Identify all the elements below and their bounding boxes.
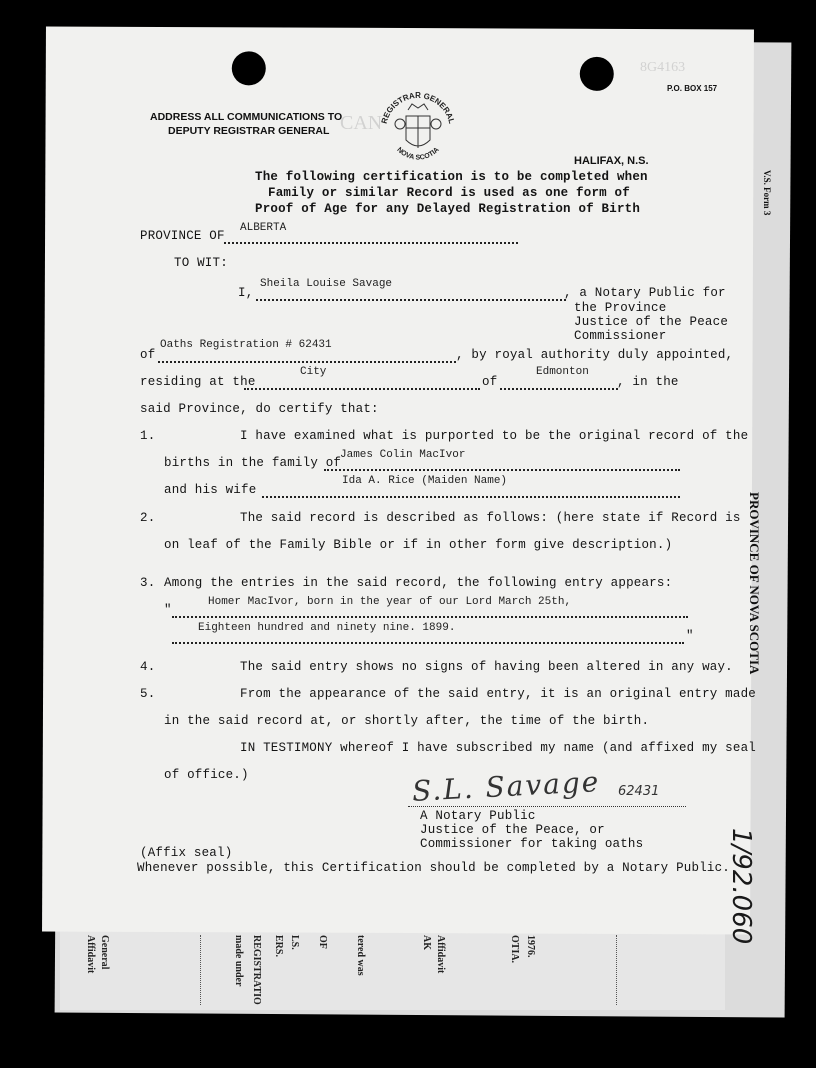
item-5-continued: in the said record at, or shortly after, the time of the birth.	[164, 714, 650, 728]
father-dotline	[324, 469, 680, 471]
authority-text: , by royal authority duly appointed,	[456, 348, 734, 362]
of-label: of	[140, 348, 156, 362]
item-3-text: Among the entries in the said record, the following entry appears:	[164, 576, 673, 590]
province-label: PROVINCE OF	[140, 229, 225, 243]
intro-line-1: The following certification is to be completed when	[255, 170, 648, 184]
strip-col-4: REGISTRATIO	[251, 935, 262, 1005]
city-header: HALIFAX, N.S.	[574, 155, 649, 167]
notary-title-1: , a Notary Public for	[564, 286, 726, 300]
strip-col-9: AK	[421, 935, 432, 950]
item-5-text: From the appearance of the said entry, it is an original entry made	[240, 687, 756, 701]
strip-col-12: 1976.	[525, 935, 536, 958]
back-sheet-strip	[60, 930, 725, 1010]
item-2-text: The said record is described as follows: (here state if Record is	[240, 511, 741, 525]
intro-line-2: Family or similar Record is used as one form of	[268, 186, 630, 200]
notary-title-3: Justice of the Peace	[574, 315, 729, 329]
in-the-text: , in the	[617, 375, 679, 389]
ghost-text: CAN	[340, 112, 383, 134]
intro-line-3: Proof of Age for any Delayed Registration of Birth	[255, 202, 641, 216]
item-3-number: 3.	[140, 576, 156, 590]
item-4-number: 4.	[140, 660, 156, 674]
item-2-continued: on leaf of the Family Bible or if in other form give description.)	[164, 538, 673, 552]
notary-name-dotline	[256, 299, 566, 301]
signature-role-1: A Notary Public	[420, 809, 536, 823]
seal-bottom-text: NOVA SCOTIA	[395, 146, 441, 162]
strip-divider-2	[616, 935, 617, 1005]
notary-title-2: the Province	[574, 301, 667, 315]
signature-number: 62431	[618, 784, 660, 799]
to-wit: TO WIT:	[174, 256, 228, 270]
oaths-registration: Oaths Registration # 62431	[160, 339, 332, 351]
form-number: V.S. Form 3	[762, 170, 772, 216]
province-dotline	[224, 242, 518, 244]
affix-seal: (Affix seal)	[140, 846, 233, 860]
mother-dotline	[262, 496, 680, 498]
births-label: births in the family of	[164, 456, 342, 470]
entry-dotline-1	[172, 616, 688, 618]
province-value: ALBERTA	[240, 222, 287, 234]
footer-note: Whenever possible, this Certification should be completed by a Notary Public.	[137, 861, 730, 875]
residence-type-dotline	[244, 388, 480, 390]
signature-role-3: Commissioner for taking oaths	[420, 837, 644, 851]
item-2-number: 2.	[140, 511, 156, 525]
close-quote: "	[686, 629, 694, 643]
wife-label: and his wife	[164, 483, 257, 497]
signature-line	[408, 806, 686, 807]
notary-title-4: Commissioner	[574, 329, 667, 343]
registrar-seal	[376, 82, 460, 166]
item-1-number: 1.	[140, 429, 156, 443]
strip-divider	[200, 935, 201, 1005]
item-1-text: I have examined what is purported to be the original record of the	[240, 429, 749, 443]
strip-col-1: Affidavit	[85, 935, 96, 974]
testimony-line-2: of office.)	[164, 768, 249, 782]
residence-place: Edmonton	[536, 366, 589, 378]
residence-type: City	[300, 366, 327, 378]
oaths-dotline	[158, 361, 456, 363]
strip-col-8: tered was	[355, 935, 366, 976]
seal-top-text: REGISTRAR GENERAL	[379, 91, 457, 125]
father-name: James Colin MacIvor	[340, 449, 466, 461]
stamped-number: 8G4163	[640, 60, 686, 75]
item-5-number: 5.	[140, 687, 156, 701]
punch-hole-left	[232, 51, 266, 85]
strip-col-5: ERS.	[273, 935, 284, 957]
item-4-text: The said entry shows no signs of having been altered in any way.	[240, 660, 733, 674]
residing-label: residing at the	[140, 375, 256, 389]
entry-line-2: Eighteen hundred and ninety nine. 1899.	[198, 622, 456, 634]
strip-col-6: LS.	[289, 935, 300, 950]
handwritten-file-number: 1/92.060	[726, 828, 756, 945]
handwritten-signature: S.L. Savage	[411, 765, 602, 808]
punch-hole-right	[580, 57, 614, 91]
entry-line-1: Homer MacIvor, born in the year of our Lord March 25th,	[208, 596, 572, 608]
strip-col-2: General	[99, 935, 110, 970]
notary-name: Sheila Louise Savage	[260, 278, 393, 290]
certify-text: said Province, do certify that:	[140, 402, 379, 416]
of2-label: of	[482, 375, 498, 389]
strip-col-11: OTIA.	[509, 935, 520, 964]
entry-dotline-2	[172, 642, 684, 644]
open-quote: "	[164, 603, 172, 617]
testimony-line-1: IN TESTIMONY whereof I have subscribed my name (and affixed my seal	[240, 741, 756, 755]
address-line-1: ADDRESS ALL COMMUNICATIONS TO	[150, 111, 343, 123]
strip-col-3: made under	[233, 935, 244, 987]
notary-prefix: I,	[238, 286, 254, 300]
svg-text:NOVA SCOTIA	[395, 146, 440, 161]
mother-name: Ida A. Rice (Maiden Name)	[342, 475, 508, 487]
address-line-2: DEPUTY REGISTRAR GENERAL	[168, 125, 330, 137]
strip-col-10: Affidavit	[435, 935, 446, 974]
signature-role-2: Justice of the Peace, or	[420, 823, 605, 837]
province-nova-scotia: PROVINCE OF NOVA SCOTIA	[747, 492, 762, 675]
residence-place-dotline	[500, 388, 618, 390]
strip-col-7: OF	[317, 935, 328, 949]
po-box: P.O. BOX 157	[667, 84, 718, 93]
